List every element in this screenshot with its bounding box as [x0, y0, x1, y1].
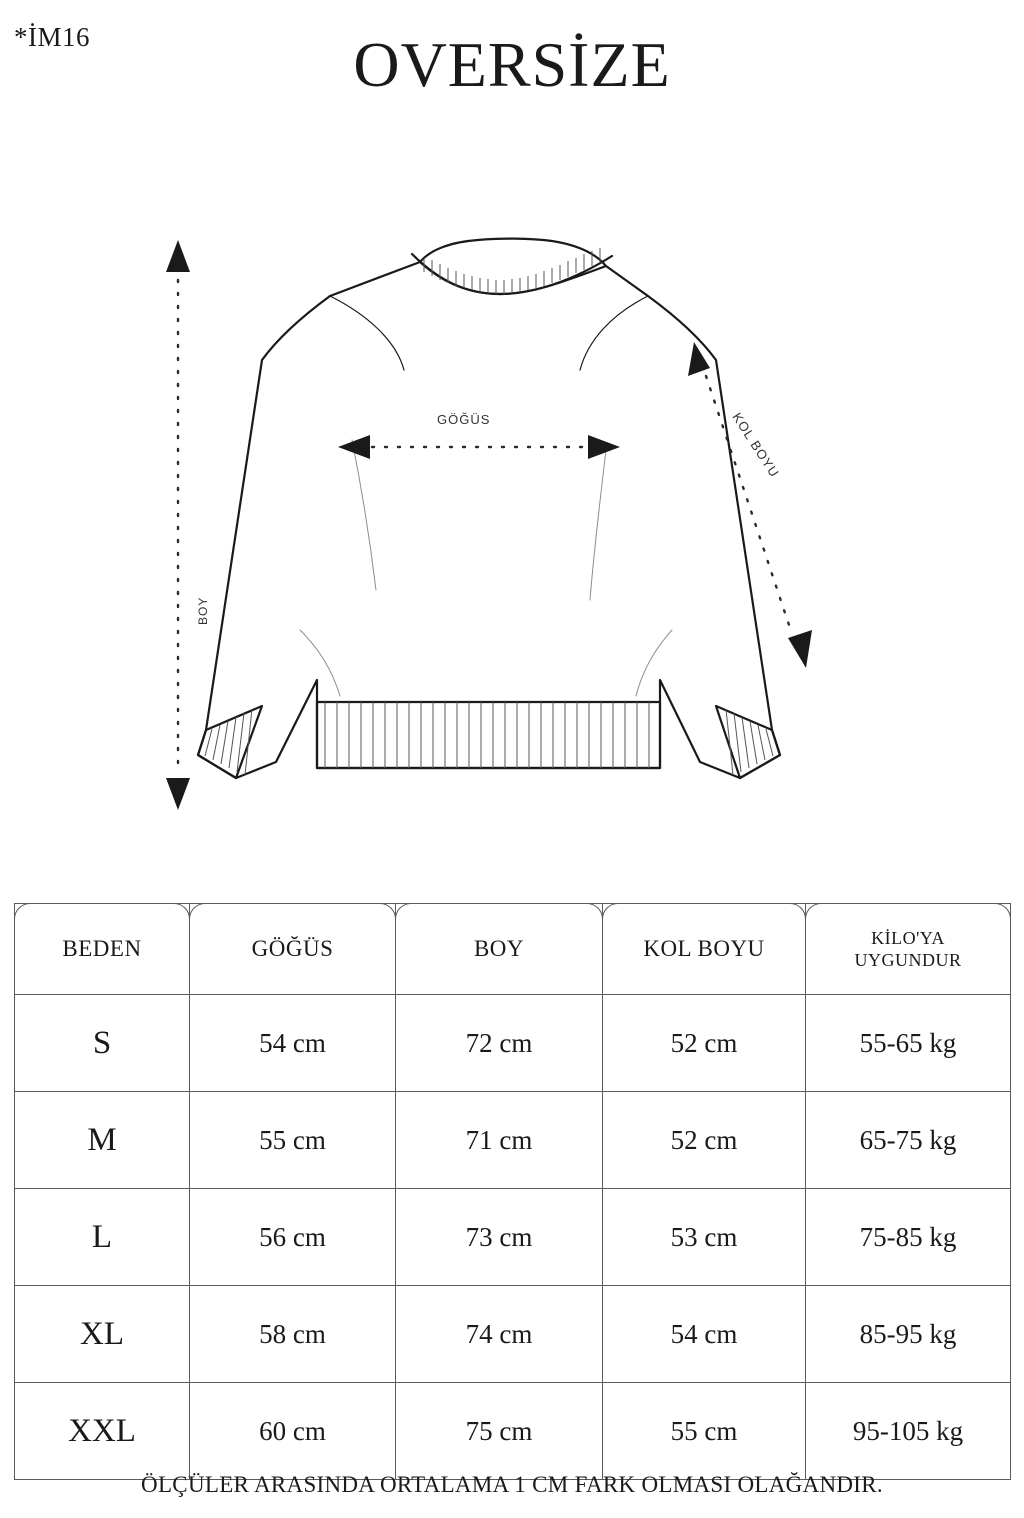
cell-weight: 55-65 kg [806, 995, 1011, 1092]
table-row [15, 1383, 1011, 1480]
cell-size: L [15, 1189, 190, 1286]
cell-sleeve: 55 cm [603, 1383, 806, 1480]
table-row [15, 995, 1011, 1092]
table-row [15, 1092, 1011, 1189]
size-table [14, 903, 1011, 1480]
cell-weight: 65-75 kg [806, 1092, 1011, 1189]
cell-weight: 85-95 kg [806, 1286, 1011, 1383]
cell-length: 75 cm [396, 1383, 603, 1480]
column-header-sleeve: KOL BOYU [603, 904, 806, 995]
table-row [15, 1286, 1011, 1383]
table-header-row [15, 904, 1011, 995]
sleeve-dimension-label: KOL BOYU [729, 410, 783, 481]
cell-length: 72 cm [396, 995, 603, 1092]
cell-length: 71 cm [396, 1092, 603, 1189]
cell-length: 74 cm [396, 1286, 603, 1383]
footnote-text: ÖLÇÜLER ARASINDA ORTALAMA 1 CM FARK OLMASI OLAĞANDIR. [141, 1472, 883, 1497]
page-title: OVERSİZE [353, 29, 671, 100]
product-code: *İM16 [14, 22, 90, 52]
cell-sleeve: 54 cm [603, 1286, 806, 1383]
cell-length: 73 cm [396, 1189, 603, 1286]
cell-size: XXL [15, 1383, 190, 1480]
cell-chest: 54 cm [190, 995, 396, 1092]
chest-dimension-label: GÖĞÜS [437, 412, 491, 427]
length-dimension-label: BOY [196, 596, 210, 625]
table-row [15, 1189, 1011, 1286]
cell-size: XL [15, 1286, 190, 1383]
cell-chest: 58 cm [190, 1286, 396, 1383]
cell-weight: 75-85 kg [806, 1189, 1011, 1286]
cell-size: M [15, 1092, 190, 1189]
cell-sleeve: 52 cm [603, 1092, 806, 1189]
cell-sleeve: 52 cm [603, 995, 806, 1092]
cell-chest: 55 cm [190, 1092, 396, 1189]
cell-chest: 56 cm [190, 1189, 396, 1286]
column-header-size: BEDEN [15, 904, 190, 995]
column-header-chest: GÖĞÜS [190, 904, 396, 995]
column-header-weight: KİLO'YA UYGUNDUR [806, 904, 1011, 995]
column-header-length: BOY [396, 904, 603, 995]
cell-sleeve: 53 cm [603, 1189, 806, 1286]
cell-size: S [15, 995, 190, 1092]
garment-illustration [0, 210, 1024, 870]
size-table-container [14, 903, 1010, 1480]
cell-chest: 60 cm [190, 1383, 396, 1480]
cell-weight: 95-105 kg [806, 1383, 1011, 1480]
